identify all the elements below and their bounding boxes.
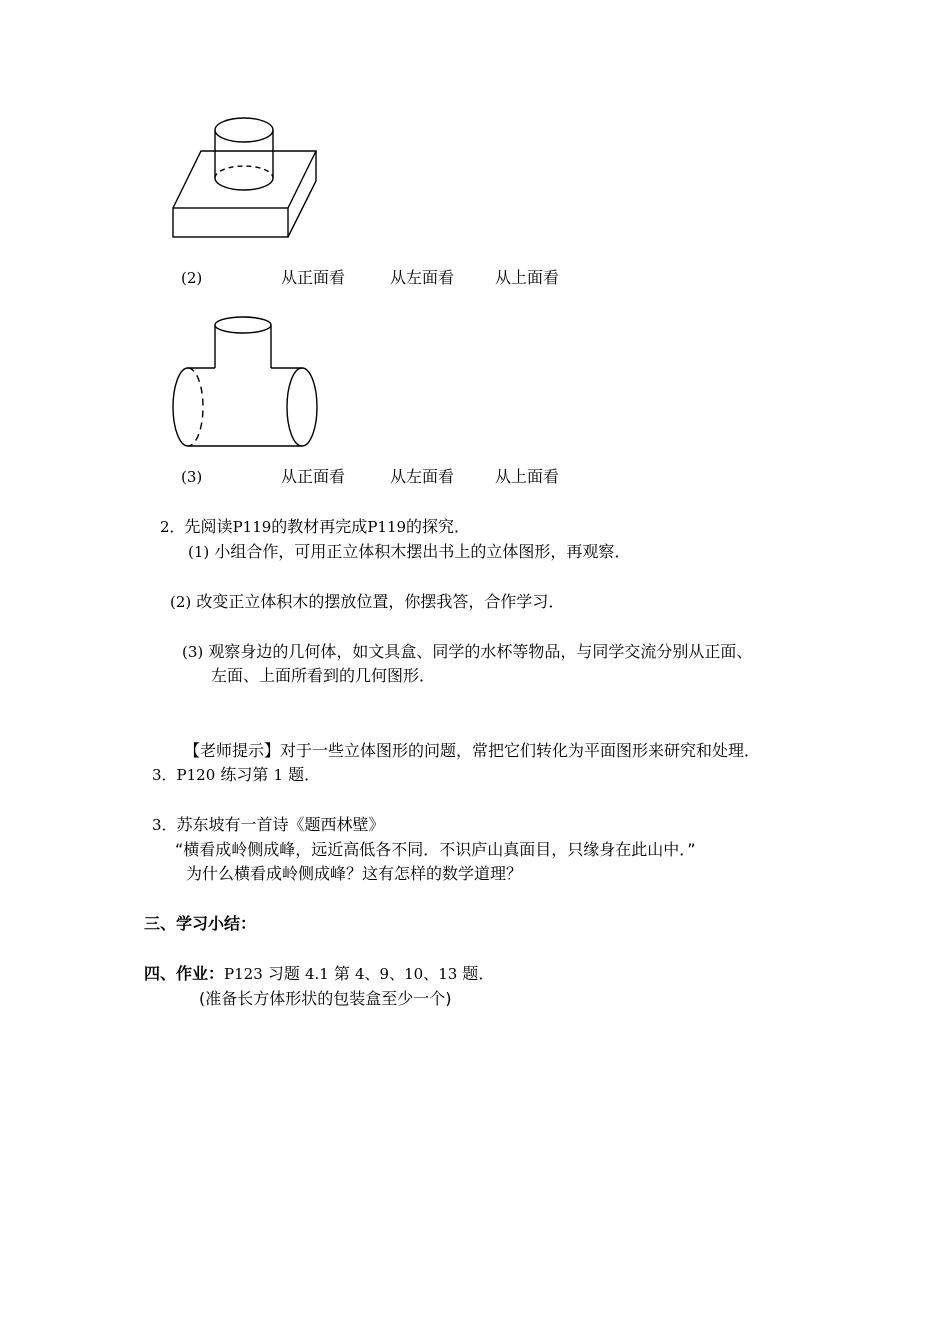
homework-note: (准备长方体形状的包装盒至少一个) xyxy=(199,989,452,1008)
figure-2-top-view-label: 从上面看 xyxy=(495,268,560,287)
item-2-sub-3-line-2: 左面、上面所看到的几何图形． xyxy=(211,666,436,685)
figure-3-t-pipe xyxy=(0,0,950,460)
figure-2-front-view-label: 从正面看 xyxy=(281,268,346,287)
summary-heading: 三、学习小结： xyxy=(144,914,257,933)
left-end-hidden xyxy=(188,368,203,446)
left-end-front xyxy=(173,368,188,446)
page-ref: P119 xyxy=(232,518,272,536)
figure-3-label: (3) xyxy=(181,468,203,486)
poem-lines: “横看成岭侧成峰，远近高低各不同．不识庐山真面目，只缘身在此山中．” xyxy=(175,840,696,859)
teacher-hint: 【老师提示】对于一些立体图形的问题，常把它们转化为平面图形来研究和处理． xyxy=(184,741,761,760)
homework-heading: 四、作业： xyxy=(144,964,225,983)
item-2-sub-2: (2) 改变正立体积木的摆放位置，你摆我答，合作学习． xyxy=(170,592,565,611)
page-ref: P119 xyxy=(367,518,407,536)
figure-2-label: (2) xyxy=(181,269,203,287)
item-2-number: 2． xyxy=(160,518,185,536)
figure-3-top-view-label: 从上面看 xyxy=(495,467,560,486)
vertical-pipe-top-ellipse xyxy=(215,317,271,333)
figure-2-left-view-label: 从左面看 xyxy=(390,268,455,287)
item-2-sub-3: (3) 观察身边的几何体，如文具盒、同学的水杯等物品，与同学交流分别从正面、 xyxy=(182,642,753,661)
figure-3-front-view-label: 从正面看 xyxy=(281,467,346,486)
item-3-exercise: 3．P120 练习第 1 题． xyxy=(152,765,321,784)
item-2-sub-1: (1) 小组合作，可用正立体积木摆出书上的立体图形，再观察． xyxy=(188,542,631,561)
poem-question: 为什么横看成岭侧成峰？这有怎样的数学道理？ xyxy=(186,864,523,883)
figure-3-left-view-label: 从左面看 xyxy=(390,467,455,486)
homework-line: 四、作业：P123 习题 4.1 第 4、9、10、13 题． xyxy=(144,964,495,983)
item-2-line: 2．先阅读P119的教材再完成P119的探究． xyxy=(160,517,471,536)
right-end-ellipse xyxy=(287,368,317,446)
item-3-poem-title: 3．苏东坡有一首诗《题西林壁》 xyxy=(152,815,385,834)
